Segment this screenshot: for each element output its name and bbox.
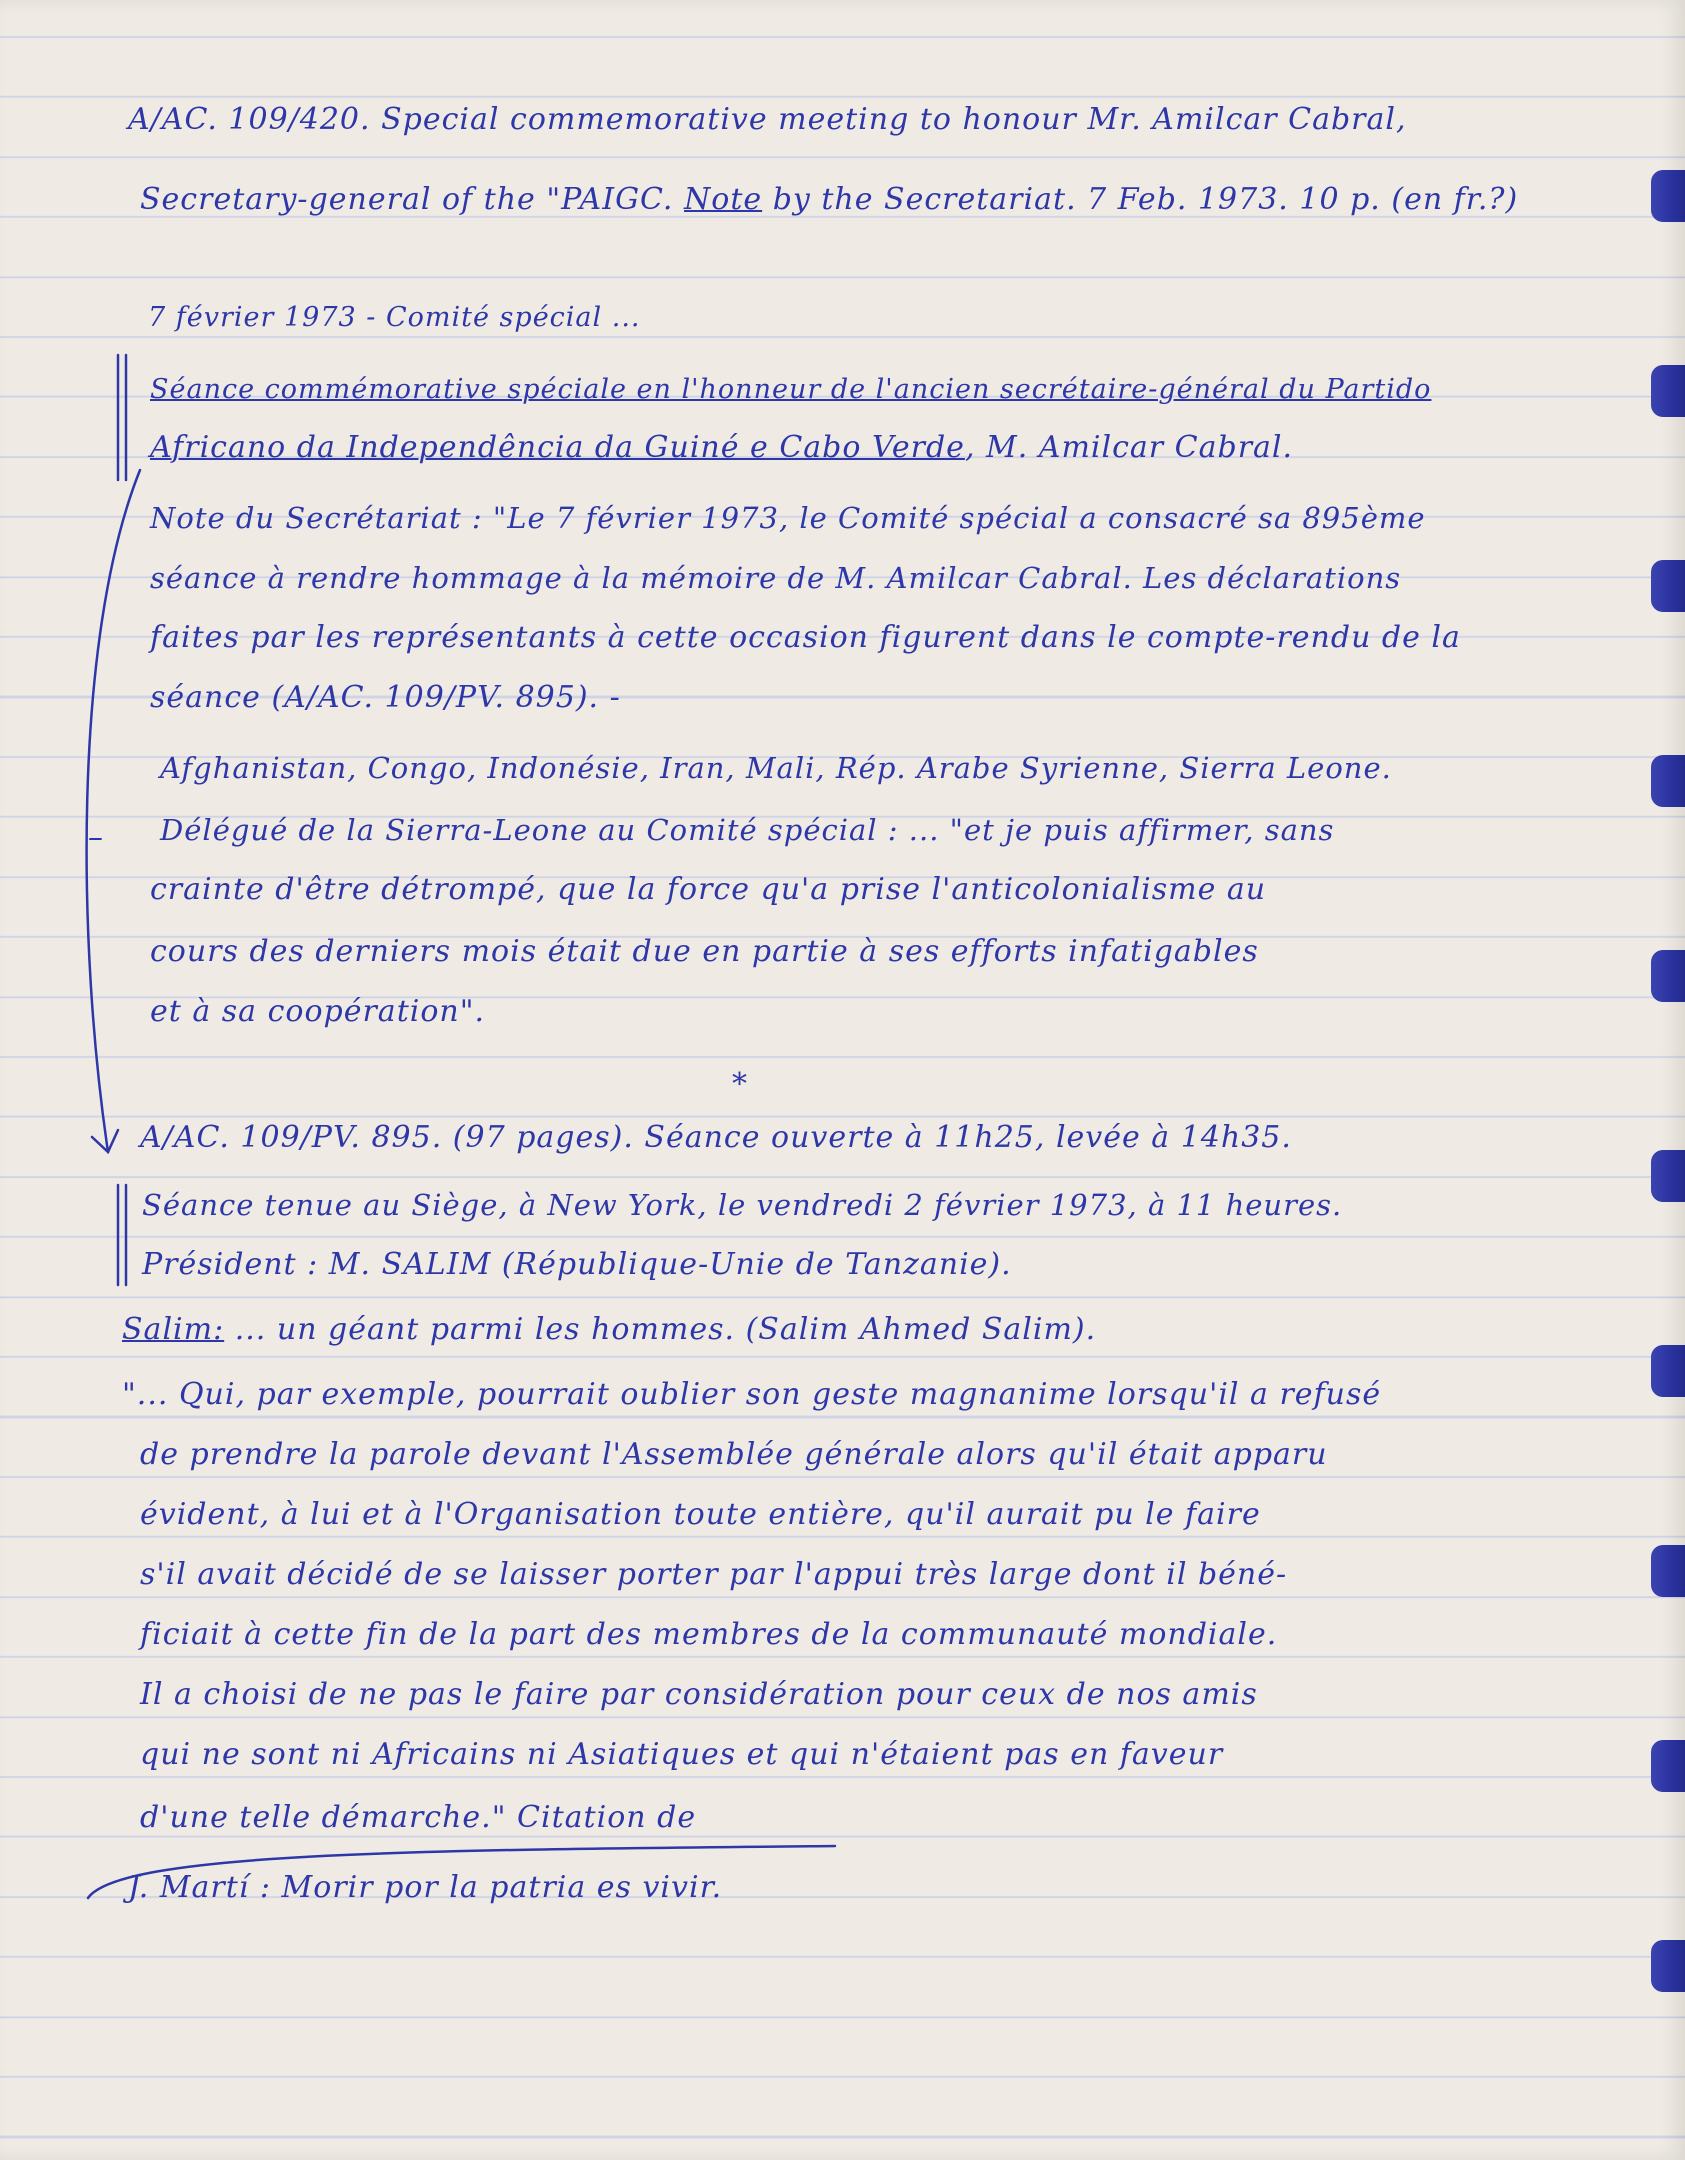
text-line: cours des derniers mois était due en partie à ses efforts infatigables — [150, 934, 1259, 969]
text-line: J. Martí : Morir por la patria es vivir. — [128, 1870, 723, 1905]
text-line: Note du Secrétariat : "Le 7 février 1973, le Comité spécial a consacré sa 895ème — [150, 501, 1426, 535]
speaker-label: Salim: — [122, 1312, 225, 1347]
text-span: ... un géant parmi les hommes. (Salim Ahmed Salim). — [234, 1312, 1097, 1347]
text-line: de prendre la parole devant l'Assemblée générale alors qu'il était apparu — [140, 1437, 1328, 1472]
text-line — [122, 1310, 1096, 1350]
text-line — [150, 428, 1293, 468]
text-line: ficiait à cette fin de la part des membres de la communauté mondiale. — [140, 1617, 1278, 1652]
text-line: séance (A/AC. 109/PV. 895). - — [150, 680, 621, 715]
text-line: d'une telle démarche." Citation de — [140, 1800, 697, 1835]
text-line: évident, à lui et à l'Organisation toute entière, qu'il aurait pu le faire — [140, 1497, 1261, 1532]
text-span: by the Secretariat. 7 Feb. 1973. 10 p. (en fr.?) — [772, 182, 1519, 217]
star-separator: * — [732, 1067, 748, 1102]
text-line — [140, 180, 1518, 220]
text-line: Il a choisi de ne pas le faire par considération pour ceux de nos amis — [140, 1677, 1258, 1712]
text-line: Délégué de la Sierra-Leone au Comité spécial : ... "et je puis affirmer, sans — [160, 813, 1335, 847]
text-line: Président : M. SALIM (République-Unie de Tanzanie). — [142, 1247, 1012, 1282]
text-line: Séance commémorative spéciale en l'honneur de l'ancien secrétaire-général du Partido — [150, 374, 1432, 405]
margin-dash: – — [88, 820, 104, 855]
text-line: "... Qui, par exemple, pourrait oublier son geste magnanime lorsqu'il a refusé — [122, 1377, 1382, 1412]
margin-arrow — [87, 470, 140, 1152]
text-span: Note — [684, 182, 763, 217]
text-line: Séance tenue au Siège, à New York, le vendredi 2 février 1973, à 11 heures. — [142, 1188, 1343, 1222]
text-span: Secretary-general of the "PAIGC. — [140, 182, 674, 217]
text-span: , M. Amilcar Cabral. — [964, 430, 1294, 465]
text-span: Africano da Independência da Guiné e Cabo Verde — [150, 430, 965, 465]
text-line: s'il avait décidé de se laisser porter par l'appui très large dont il béné- — [140, 1557, 1288, 1592]
text-line: qui ne sont ni Africains ni Asiatiques et qui n'étaient pas en faveur — [140, 1737, 1224, 1772]
text-line: séance à rendre hommage à la mémoire de M. Amilcar Cabral. Les déclarations — [150, 561, 1402, 595]
text-line: et à sa coopération". — [150, 994, 486, 1029]
text-line: 7 février 1973 - Comité spécial ... — [148, 302, 641, 333]
text-line: A/AC. 109/PV. 895. (97 pages). Séance ouverte à 11h25, levée à 14h35. — [140, 1120, 1292, 1155]
text-line: crainte d'être détrompé, que la force qu'a prise l'anticolonialisme au — [150, 872, 1267, 907]
text-line: A/AC. 109/420. Special commemorative meeting to honour Mr. Amilcar Cabral, — [128, 102, 1407, 137]
text-line: faites par les représentants à cette occasion figurent dans le compte-rendu de la — [150, 620, 1461, 655]
text-line: Afghanistan, Congo, Indonésie, Iran, Mali, Rép. Arabe Syrienne, Sierra Leone. — [160, 751, 1392, 785]
